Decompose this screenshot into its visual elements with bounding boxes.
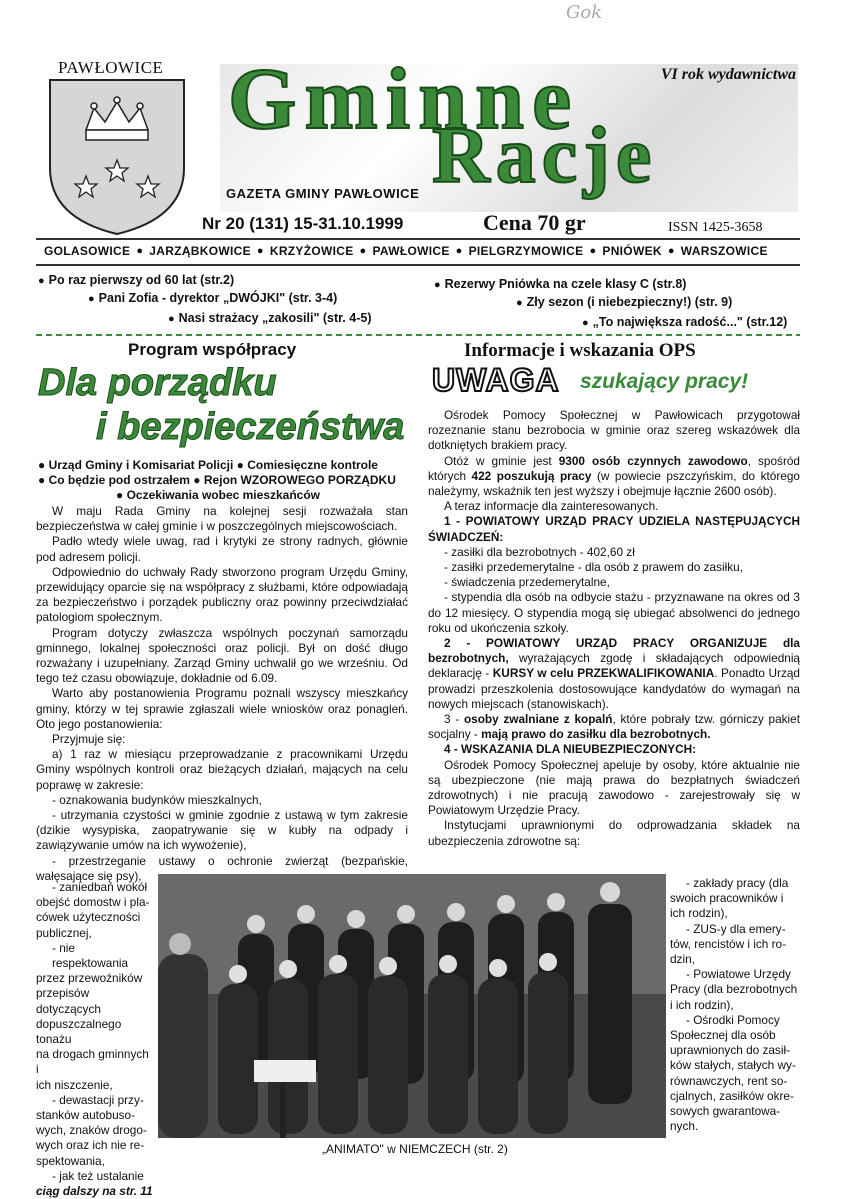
bullet-icon: ● [38,458,49,472]
teaser: ● Nasi strażacy „zakosili" (str. 4-5) [168,311,372,325]
article-body-wrap: - zaniedbań wokół obejść domostw i pla- cówek użyteczności publicznej, - nie respektowania przez przewoźników przepisów dotyczących dopuszczalnego tonażu na drogach gminnych i ich niszczenie, - dewastacji przy- stanków autobuso- wych, znaków drogo- wych oraz ich nie re- spektowania, - jak też ustalanie ciąg dalszy na str. 11 [36,880,153,1199]
village: PAWŁOWICE [372,244,450,258]
bullet-icon: ● [38,473,49,487]
article-bullets: ● Urząd Gminy i Komisariat Policji ● Comiesięczne kontrole ● Co będzie pod ostrzałem ● Rejon WZOROWEGO PORZĄDKU ● Oczekiwania wobec mieszkańców [38,458,396,502]
photo-caption: „ANIMATO" w NIEMCZECH (str. 2) [322,1142,508,1156]
village-list [44,244,804,258]
divider [36,264,800,266]
bullet-icon: ● [516,297,523,309]
teaser: ● „To największa radość..." (str.12) [582,315,788,329]
article-headline-2: i bezpieczeństwa [96,406,405,448]
coat-of-arms [48,78,186,236]
article-body-wrap: - zakłady pracy (dla swoich pracowników i ich rodzin), - ZUS-y dla emery- tów, rencistów i ich ro- dzin, - Powiatowe Urzędy Pracy (dla bezrobotnych i ich rodzin), - Ośrodki Pomocy Społecznej dla osób uprawnionych do zasił- ków stałych, stałych wy- równawczych, rent so- cjalnych, zasiłków okre- sowych gwarantowa- nych. [670,876,798,1134]
bullet-icon: ● [359,245,367,257]
issue-number: Nr 20 (131) 15-31.10.1999 [202,214,404,233]
uwaga-heading: UWAGA [432,362,560,398]
teaser: ● Zły sezon (i niebezpieczny!) (str. 9) [516,295,733,309]
section-heading: 1 - POWIATOWY URZĄD PRACY UDZIELA NASTĘPUJĄCYCH ŚWIADCZEŃ: [428,514,800,544]
handwritten-note: Gok [566,2,603,23]
choir-photo [158,874,666,1138]
article-body: W maju Rada Gminy na kolejnej sesji rozważała stan bezpieczeństwa w całej gminie i w poszczególnych miejscowościach. Padło wtedy wiele uwag, rad i krytyki ze strony radnych, głównie pod adresem policji. Odpowiednio do uchwały Rady stworzono program Urzędu Gminy, przewidujący oparcie się na współpracy z służbami, które odpowiadają za bezpieczeństwo i porządek publiczny oraz powinny przeciwdziałać patologiom społecznym. Program dotyczy zwłaszcza wspólnych poczynań samorządu gminnego, lokalnej społeczności oraz policji. Był on dość długo rozważany i uzupełniany. Zarząd Gminy uchwalił go we wrześniu. Od tego też czasu obowiązuje, dokładnie od 6.09. Warto aby postanowienia Programu poznali wszyscy mieszkańcy gminy, którzy w tej sprawie zgłaszali wiele wniosków oraz ponagleń. Oto jego postanowienia: Przyjmuje się: a) 1 raz w miesiącu przeprowadzanie z pracownikami Urzędu Gminy wspólnych kontroli oraz bieżących działań, mających na celu poprawę w zakresie: - oznakowania budynków mieszkalnych, - utrzymania czystości w gminie zgodnie z ustawą w tym zakresie (dzikie wysypiska, zaopatrywanie się w kubły na odpady i zawiązywanie umów na ich wywożenie), - przestrzeganie ustawy o ochronie zwierząt (bezpańskie, wałęsające się psy), [36,504,408,883]
bullet-icon: ● [236,458,248,472]
bullet-icon: ● [256,245,264,257]
article-headline: Informacje i wskazania OPS [464,340,696,361]
section-heading: 2 - POWIATOWY URZĄD PRACY ORGANIZUJE dla bezrobotnych, [428,636,800,666]
bullet-icon: ● [116,488,127,502]
village: JARZĄBKOWICE [149,244,251,258]
section-heading: 4 - WSKAZANIA DLA NIEUBEZPIECZONYCH: [444,742,697,757]
crown-icon [86,97,148,140]
bullet-icon: ● [168,313,175,325]
continued-link[interactable]: ciąg dalszy na str. 11 [36,1184,153,1199]
village: WARSZOWICE [680,244,768,258]
teaser: ● Pani Zofia - dyrektor „DWÓJKI" (str. 3-4) [88,291,338,305]
divider [36,334,800,336]
article-headline: Dla porządku [38,362,277,404]
village: GOLASOWICE [44,244,131,258]
uwaga-subheading: szukający pracy! [580,370,749,393]
article-body: Ośrodek Pomocy Społecznej w Pawłowicach przygotował rozeznanie stanu bezrobocia w gminie oraz szereg wskazówek dla dotkniętych brakiem pracy. Otóż w gminie jest 9300 osób czynnych zawodowo, spośród których 422 poszukują pracy (w powiecie pszczyńskim, do którego należymy, wskaźnik ten jest wyższy i obejmuje łącznie 2600 osób). A teraz informacje dla zainteresowanych. 1 - POWIATOWY URZĄD PRACY UDZIELA NASTĘPUJĄCYCH ŚWIADCZEŃ: - zasiłki dla bezrobotnych - 402,60 zł - zasiłki przedemerytalne - dla osób z prawem do zasiłku, - świadczenia przedemerytalne, - stypendia dla osób na odbycie stażu - przyznawane na okres od 3 do 12 miesięcy. O stypendia mogą się ubiegać absolwenci do jednego roku od ukończenia szkoły. 2 - POWIATOWY URZĄD PRACY ORGANIZUJE dla bezrobotnych, wyrażających zgodę i składających odpowiednią deklarację - KURSY w celu PRZEKWALIFIKOWANIA. Ponadto Urząd prowadzi przeszkolenia dostosowujące kandydatów do wymagań na nowych miejscach (stanowiskach). 3 - osoby zwalniane z kopalń, które pobrały tzw. górniczy pakiet socjalny - mają prawo do zasiłku dla bezrobotnych. 4 - WSKAZANIA DLA NIEUBEZPIECZONYCH: Ośrodek Pomocy Społecznej apeluje by osoby, które aktualnie nie są ubezpieczone (nie mają prawa do bezpłatnych świadczeń zdrowotnych) i nie pracują zawodowo - zarejestrowały się w Powiatowym Urzędzie Pracy. Instytucjami uprawnionymi do odprowadzania składek na ubezpieczenia zdrowotne są: [428,408,801,848]
bullet-icon: ● [667,245,675,257]
price: Cena 70 gr [483,210,586,235]
teaser: ● Rezerwy Pniówka na czele klasy C (str.8) [434,277,687,291]
village: PIELGRZYMOWICE [468,244,584,258]
bullet-icon: ● [193,473,204,487]
bullet-icon: ● [582,317,589,329]
article-kicker: Program współpracy [128,340,297,359]
bullet-icon: ● [88,293,95,305]
masthead-title-2: Racje [432,112,658,200]
town-name: PAWŁOWICE [58,58,164,77]
bullet-icon: ● [589,245,597,257]
bullet-icon: ● [455,245,463,257]
bullet-icon: ● [434,279,441,291]
bullet-icon: ● [136,245,144,257]
teaser: ● Po raz pierwszy od 60 lat (str.2) [38,273,235,287]
year-label: VI rok wydawnictwa [660,66,796,83]
bullet-icon: ● [38,275,45,287]
divider [36,238,800,240]
village: PNIÓWEK [602,244,662,258]
masthead-title: Gminne [228,51,580,148]
issn: ISSN 1425-3658 [668,220,763,235]
village: KRZYŻOWICE [269,244,354,258]
masthead-subtitle: GAZETA GMINY PAWŁOWICE [226,186,420,201]
